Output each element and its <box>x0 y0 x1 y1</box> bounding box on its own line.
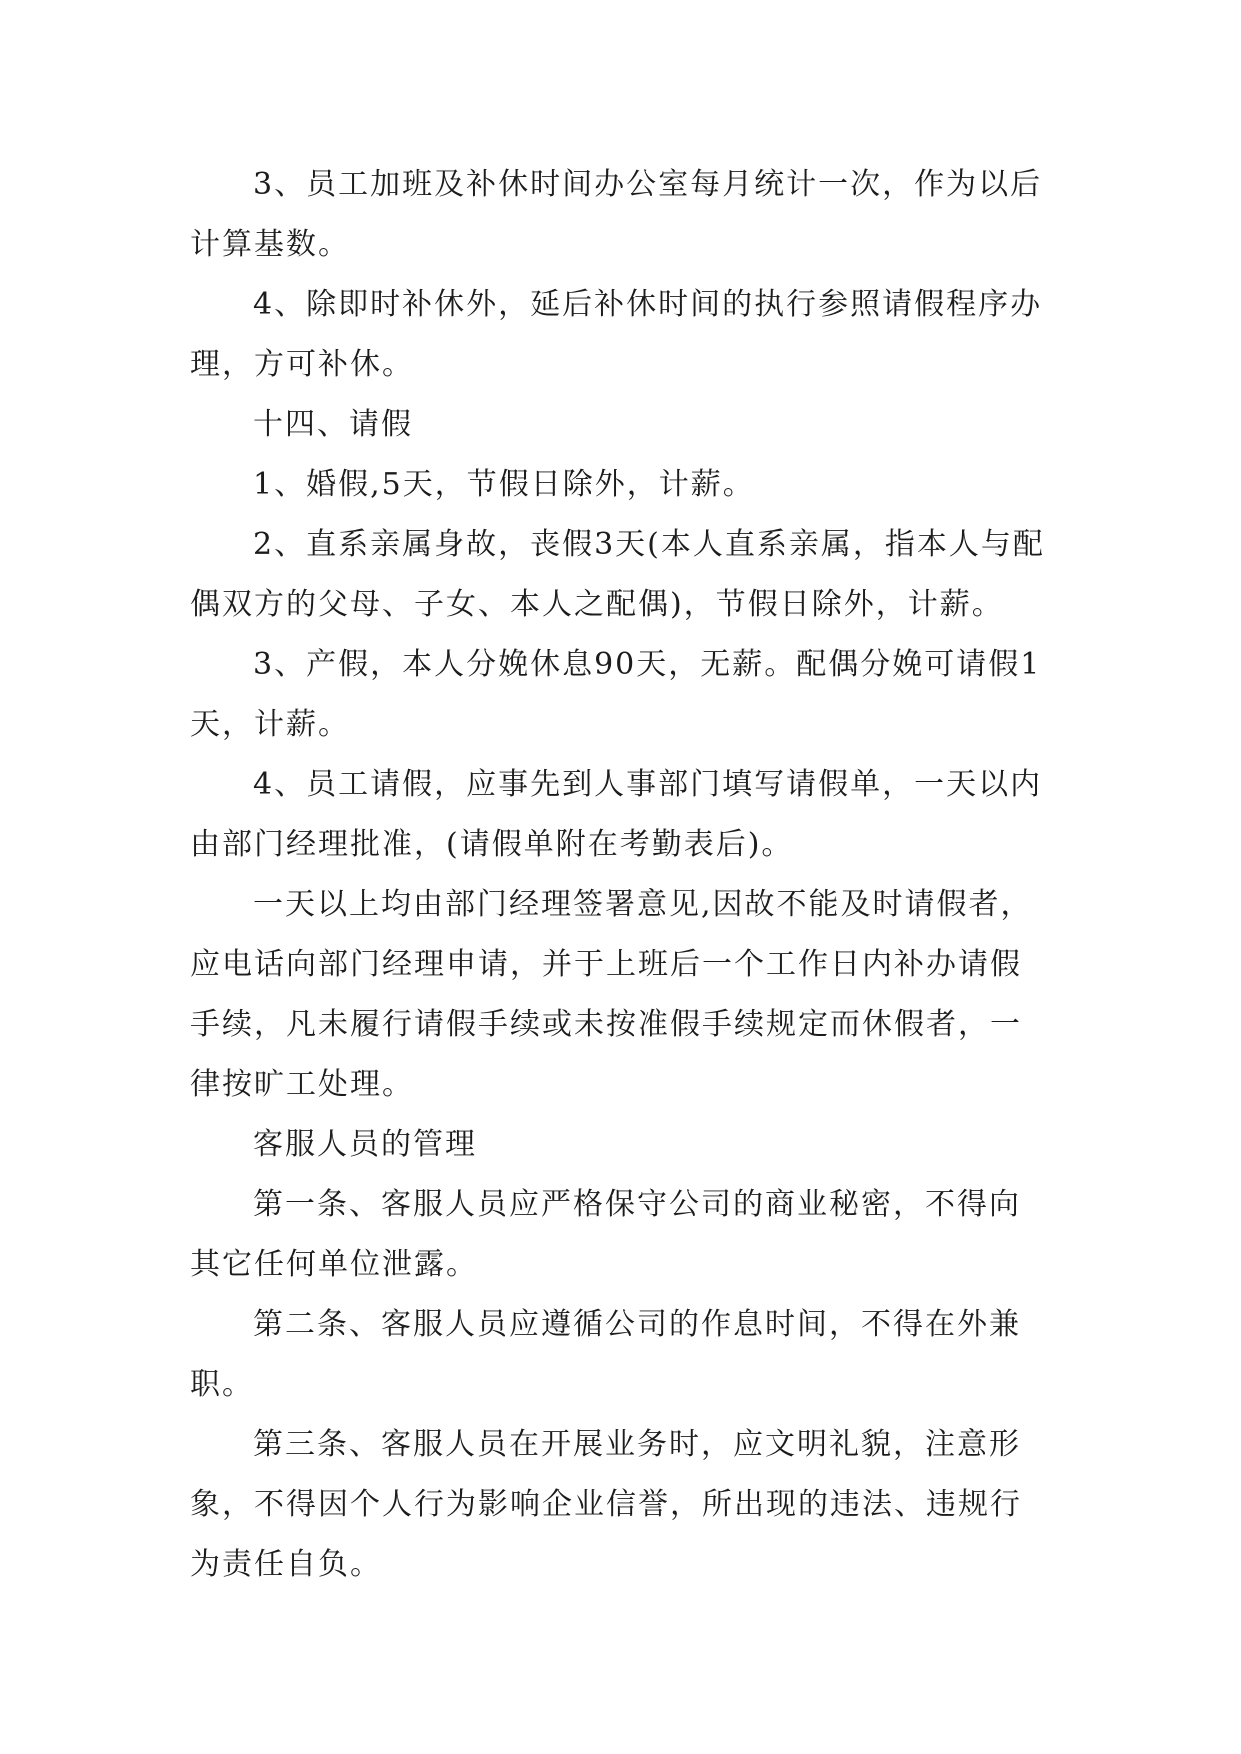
document-body <box>190 155 1052 1595</box>
paragraph-article-three: 第三条、客服人员在开展业务时，应文明礼貌，注意形象，不得因个人行为影响企业信誉，所出现的违法、违规行为责任自负。 <box>190 1427 1022 1582</box>
paragraph-article-two: 第二条、客服人员应遵循公司的作息时间，不得在外兼职。 <box>190 1307 1021 1402</box>
paragraph-marriage-leave: 1、婚假,5天，节假日除外，计薪。 <box>253 467 755 502</box>
section-heading-leave: 十四、请假 <box>253 407 413 442</box>
paragraph-multi-day-leave: 一天以上均由部门经理签署意见,因故不能及时请假者，应电话向部门经理申请，并于上班后一个工作日内补办请假手续，凡未履行请假手续或未按准假手续规定而休假者，一律按旷工处理。 <box>190 887 1033 1102</box>
paragraph-maternity-leave: 3、产假，本人分娩休息90天，无薪。配偶分娩可请假1天，计薪。 <box>190 647 1042 742</box>
paragraph-bereavement-leave: 2、直系亲属身故，丧假3天(本人直系亲属，指本人与配偶双方的父母、子女、本人之配偶)，节假日除外，计薪。 <box>190 527 1045 622</box>
paragraph-article-one: 第一条、客服人员应严格保守公司的商业秘密，不得向其它任何单位泄露。 <box>190 1187 1021 1282</box>
paragraph-overtime-statistics: 3、员工加班及补休时间办公室每月统计一次，作为以后计算基数。 <box>190 167 1043 262</box>
paragraph-delayed-compensatory-leave: 4、除即时补休外，延后补休时间的执行参照请假程序办理，方可补休。 <box>190 287 1043 382</box>
section-heading-customer-service: 客服人员的管理 <box>253 1127 477 1162</box>
paragraph-leave-request: 4、员工请假，应事先到人事部门填写请假单，一天以内由部门经理批准，(请假单附在考勤表后)。 <box>190 767 1043 862</box>
